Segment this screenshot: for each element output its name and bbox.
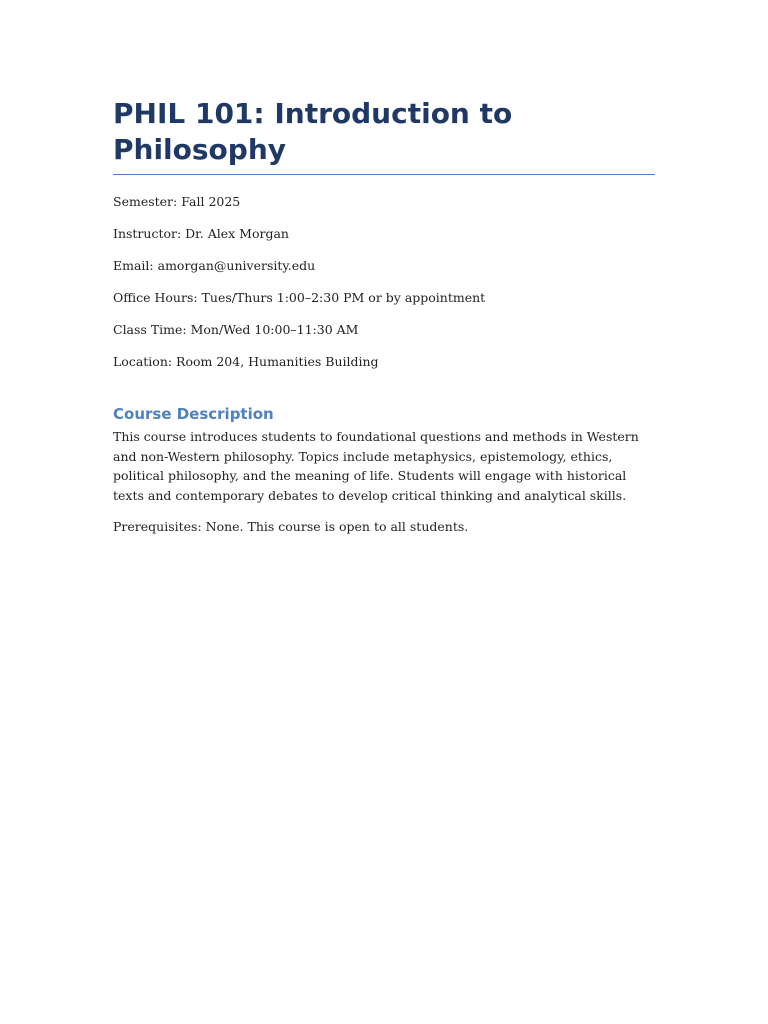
document-content (113, 96, 655, 534)
course-description-heading: Course Description (113, 405, 274, 423)
email-line: Email: amorgan@university.edu (113, 258, 316, 273)
office-hours-line: Office Hours: Tues/Thurs 1:00–2:30 PM or by appointment (113, 290, 486, 305)
class-time-line: Class Time: Mon/Wed 10:00–11:30 AM (113, 322, 359, 337)
course-description-body (113, 427, 655, 549)
course-description-paragraph: This course introduces students to foundational questions and methods in Western and non-Western philosophy. Topics include metaphysics, epistemology, ethics, political philosophy, and the meaning of life. Students will engage with historical texts and contemporary debates to develop critical thinking and analytical skills. (113, 429, 639, 503)
prerequisites-paragraph: Prerequisites: None. This course is open to all students. (113, 519, 469, 534)
semester-line: Semester: Fall 2025 (113, 194, 241, 209)
course-meta (113, 194, 655, 370)
page-title: PHIL 101: Introduction to Philosophy (113, 96, 655, 175)
location-line: Location: Room 204, Humanities Building (113, 354, 379, 369)
instructor-line: Instructor: Dr. Alex Morgan (113, 226, 289, 241)
